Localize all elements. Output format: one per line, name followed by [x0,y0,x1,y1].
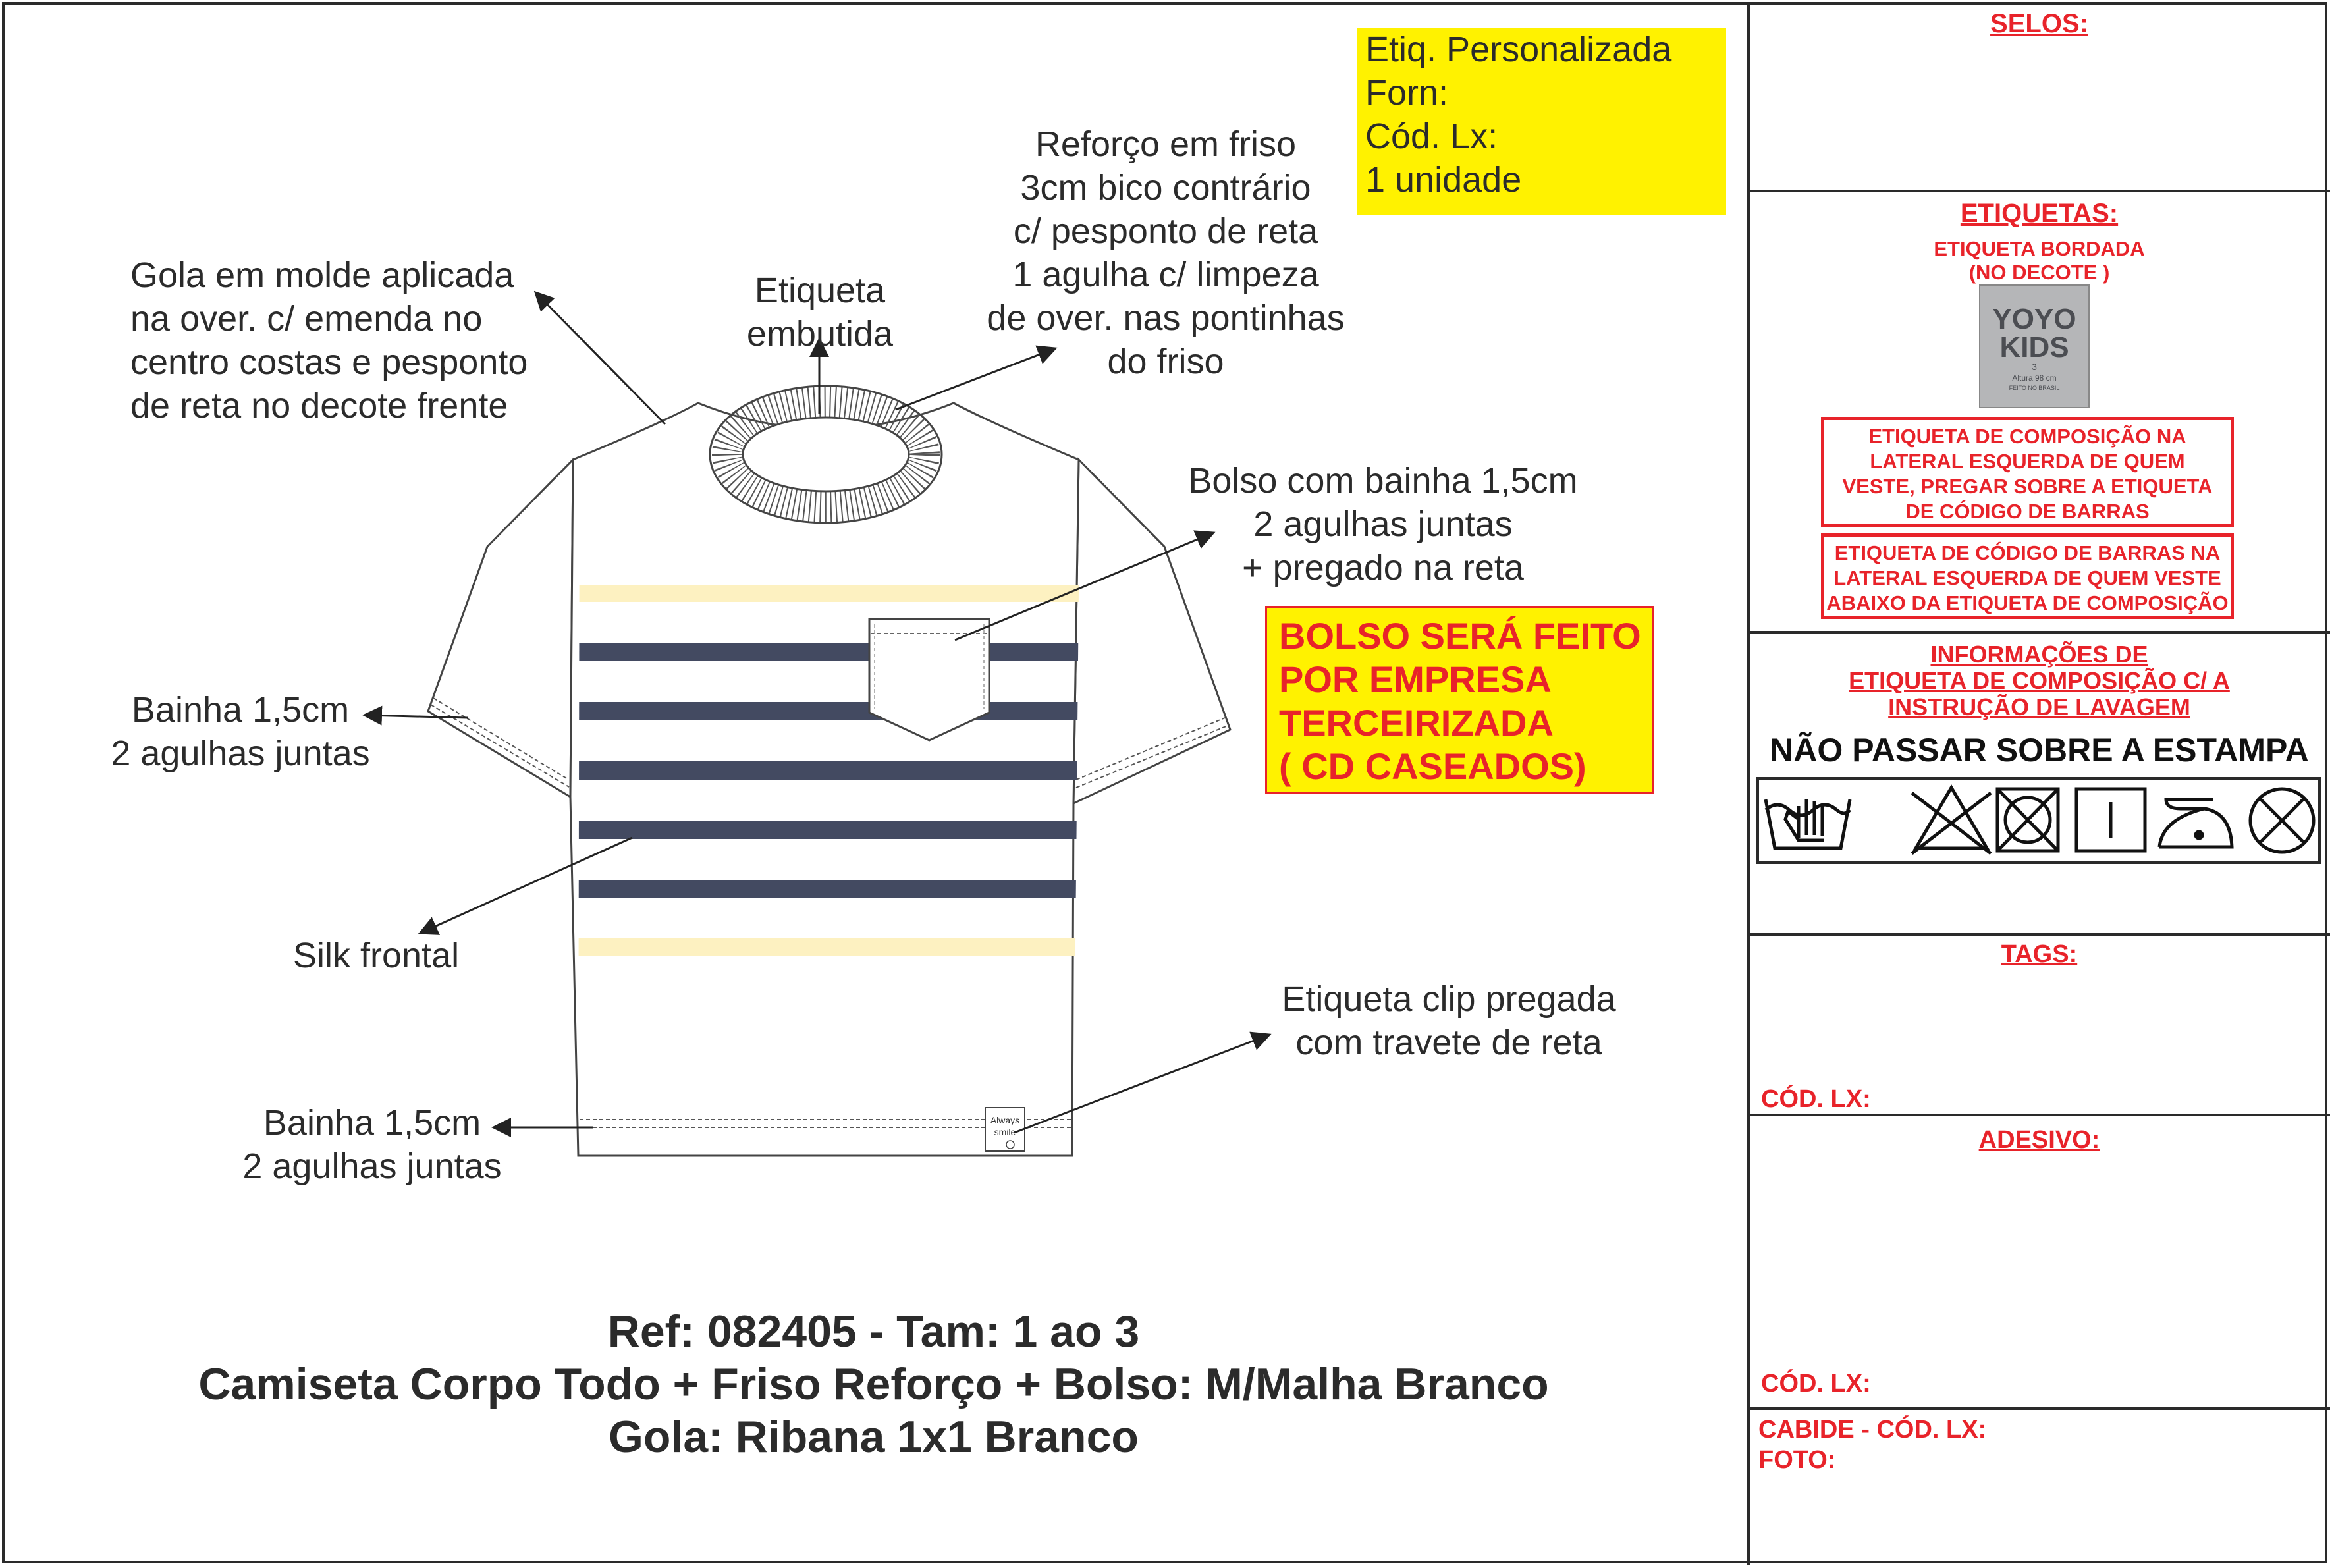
custom-label-info-box [1357,28,1726,215]
stripe [566,821,1093,839]
tags-code-label: CÓD. LX: [1761,1085,1871,1113]
no-tumble-dry-icon [1997,789,2058,851]
brand-label [1979,284,2090,408]
no-bleach-icon [1912,788,1991,853]
brand-label-height: Altura 98 cm [2012,373,2057,383]
embroidered-label-note: ETIQUETA BORDADA (NO DECOTE ) [1934,237,2145,284]
brand-label-size: 3 [2032,362,2037,372]
sidebar-separator [1749,631,2330,634]
composition-label-note: ETIQUETA DE COMPOSIÇÃO NA LATERAL ESQUERDA DE QUEM VESTE, PREGAR SOBRE A ETIQUETA DE CÓDIGO DE BARRAS [1821,417,2234,527]
stripe [566,643,1093,661]
stripe [566,938,1093,956]
ref-title: Ref: 082405 - Tam: 1 ao 3 [607,1307,1140,1357]
warning-line: POR EMPRESA [1279,659,1552,700]
note-bainha-manga: Bainha 1,5cm 2 agulhas juntas [111,690,370,773]
brand-label-line1: YOYO [1992,303,2076,335]
pocket-outsourced-warning [1265,606,1654,794]
adesivo-code-label: CÓD. LX: [1761,1370,1871,1397]
svg-text:Always: Always [990,1115,1020,1125]
note-gola: Gola em molde aplicada na over. c/ emenda no centro costas e pesponto de reta no decote frente [130,256,528,425]
sidebar-separator [1749,1114,2330,1116]
note-etiqueta-clip: Etiqueta clip pregada com travete de reta [1282,979,1616,1062]
note-bainha-barra: Bainha 1,5cm 2 agulhas juntas [242,1103,502,1186]
warning-line: TERCEIRIZADA [1279,702,1554,743]
adesivo-heading: ADESIVO: [1978,1126,2100,1154]
brand-label-line2: KIDS [1999,331,2069,364]
selos-heading: SELOS: [1990,9,2088,38]
note-bolso: Bolso com bainha 1,5cm 2 agulhas juntas + pregado na reta [1188,461,1578,587]
note-reforco-friso: Reforço em friso 3cm bico contrário c/ pesponto de reta 1 agulha c/ limpeza de over. nas pontinhas do friso [987,124,1345,381]
stripe [566,702,1093,720]
sidebar-separator [1749,933,2330,936]
tags-heading: TAGS: [2001,940,2078,968]
collar-description: Gola: Ribana 1x1 Branco [609,1412,1139,1462]
care-symbols [1756,777,2321,864]
warning-line: BOLSO SERÁ FEITO [1279,615,1641,657]
sidebar-separator [1749,1407,2330,1410]
warning-line: ( CD CASEADOS) [1279,745,1586,787]
stripe [566,761,1093,780]
no-iron-on-print-warning: NÃO PASSAR SOBRE A ESTAMPA [1770,732,2309,769]
hand-wash-icon [1766,799,1850,848]
custom-label-info: Etiq. Personalizada Forn: Cód. Lx: 1 unidade [1365,30,1672,200]
etiquetas-heading: ETIQUETAS: [1960,199,2119,228]
note-silk: Silk frontal [293,936,460,975]
photo-label: FOTO: [1758,1446,1836,1474]
hanger-code-label: CABIDE - CÓD. LX: [1758,1416,1987,1444]
no-dry-clean-icon [2250,789,2314,852]
barcode-label-note: ETIQUETA DE CÓDIGO DE BARRAS NA LATERAL ESQUERDA DE QUEM VESTE ABAIXO DA ETIQUETA DE COMPOSIÇÃO [1821,533,2234,619]
sidebar-separator [1749,190,2330,192]
iron-low-icon [2159,799,2232,847]
stripe [566,585,1093,602]
product-description: Camiseta Corpo Todo + Friso Reforço + Bolso: M/Malha Branco [198,1359,1549,1409]
stripe [566,880,1093,898]
line-dry-icon [2076,789,2145,851]
svg-text:smile: smile [994,1127,1016,1137]
care-info-heading: INFORMAÇÕES DE ETIQUETA DE COMPOSIÇÃO C/ A INSTRUÇÃO DE LAVAGEM [1849,641,2230,720]
note-etiqueta-embutida: Etiqueta embutida [746,271,894,354]
brand-label-origin: FEITO NO BRASIL [2009,385,2060,391]
